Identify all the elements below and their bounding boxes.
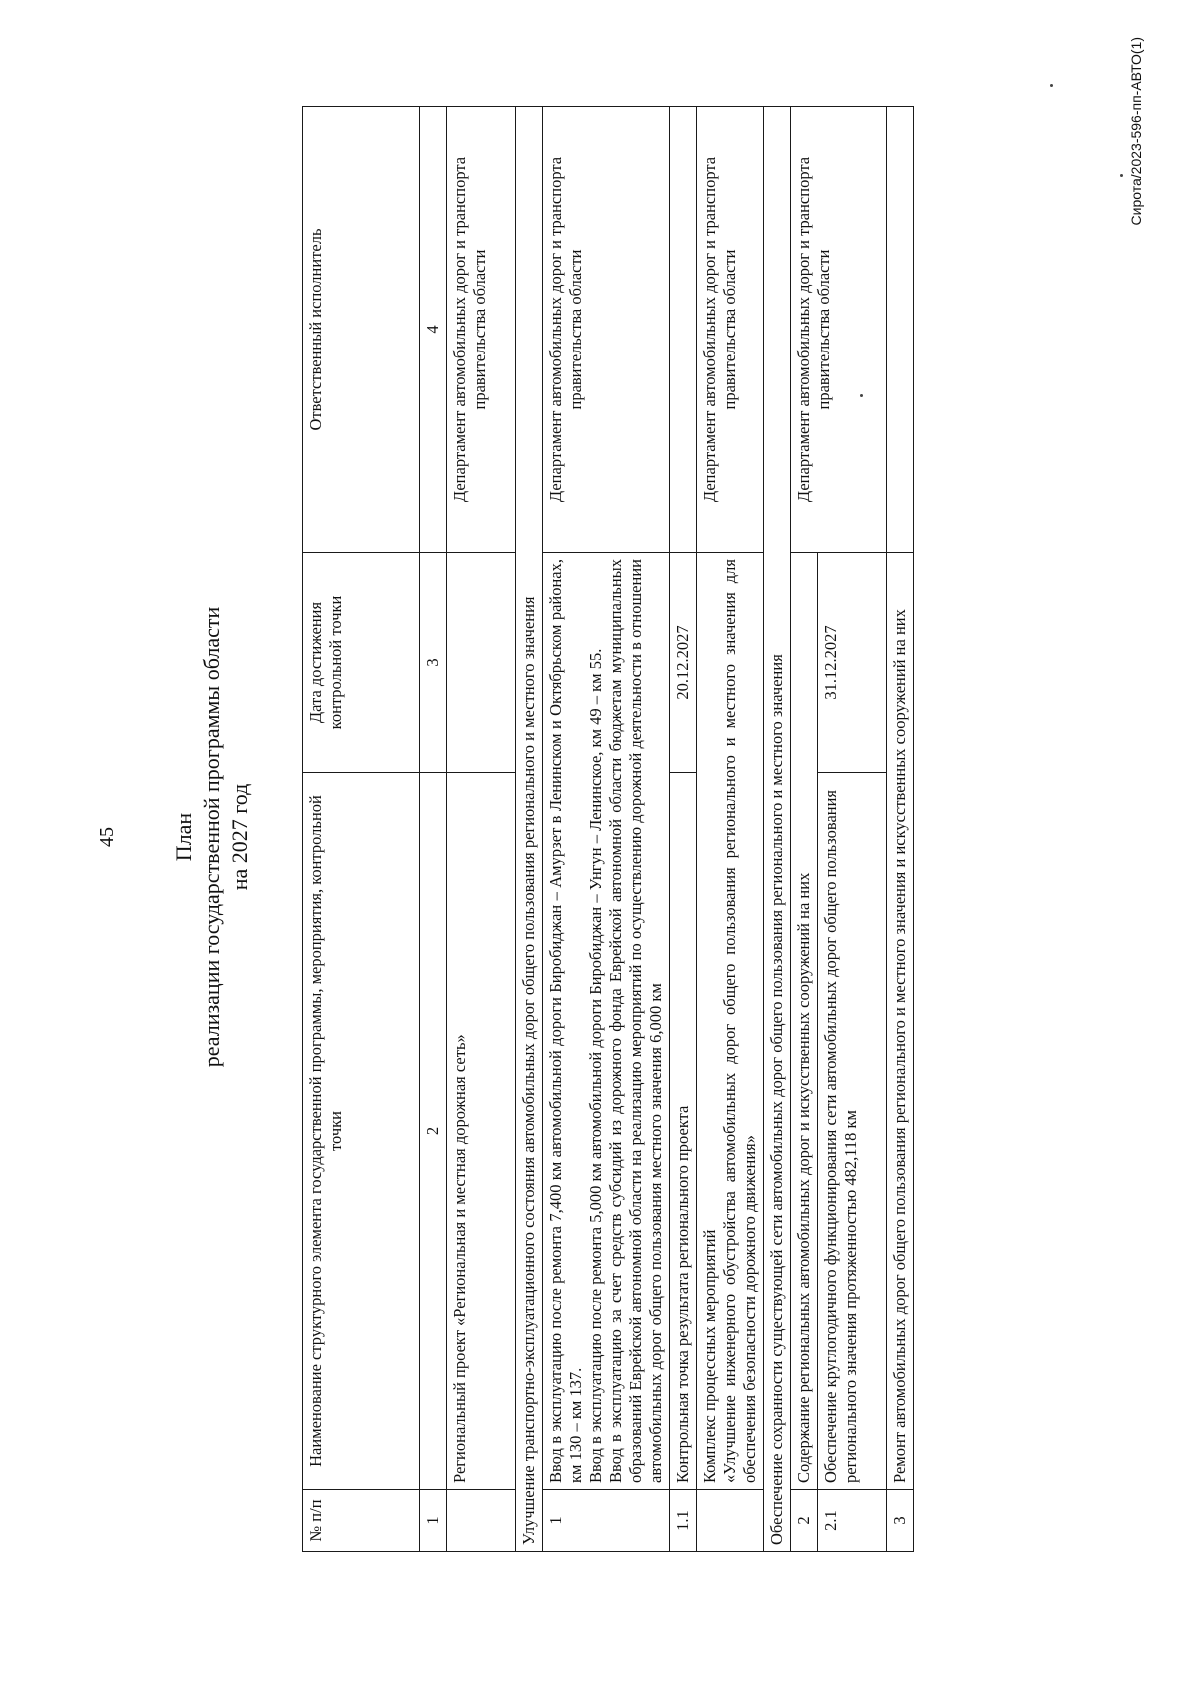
- task-1-text: Улучшение транспортно-эксплуатационного состояния автомобильных дорог общего пользования регионального и местного значения: [516, 107, 543, 1552]
- column-number: 1: [420, 1490, 447, 1552]
- table-row: [543, 107, 670, 1552]
- row-executor: [670, 107, 697, 553]
- document-code: Сирота/2023-596-пп-АВТО(1): [1128, 37, 1144, 226]
- table-row: [697, 107, 764, 1552]
- item-2-1-date: 31.12.2027: [818, 553, 887, 773]
- item-1-text-a: Ввод в эксплуатацию после ремонта 7,400 км автомобильной дороги Биробиджан – Амурзет в Ленинском и Октябрьском районах, км 130 – км 137.: [546, 559, 585, 1483]
- complex-executor: Департамент автомобильных дорог и транспорта правительства области: [697, 107, 764, 553]
- scan-speck: [1050, 84, 1053, 87]
- row-number: 3: [887, 1490, 914, 1552]
- row-number: 2.1: [818, 1490, 887, 1552]
- scan-speck: [1120, 174, 1123, 177]
- column-number: 2: [420, 773, 447, 1490]
- item-2-executor: Департамент автомобильных дорог и транспорта правительства области: [791, 107, 887, 553]
- complex-text: [697, 553, 764, 1490]
- table-row: [791, 107, 818, 1552]
- title-line-3: на 2027 год: [227, 783, 252, 891]
- item-2-1-text: Обеспечение круглогодичного функционирования сети автомобильных дорог общего пользования регионального значения протяженностью 482,118 км: [818, 773, 887, 1490]
- row-number: 2: [791, 1490, 818, 1552]
- row-number: 1: [543, 1490, 670, 1552]
- complex-text-a: Комплекс процессных мероприятий: [700, 1229, 719, 1483]
- header-number: № п/п: [303, 1490, 420, 1552]
- table-header-row: [303, 107, 420, 1552]
- header-name: Наименование структурного элемента государственной программы, мероприятия, контрольной точки: [303, 773, 420, 1490]
- header-executor: Ответственный исполнитель: [303, 107, 420, 553]
- column-number: 4: [420, 107, 447, 553]
- column-number: 3: [420, 553, 447, 773]
- row-number: 1.1: [670, 1490, 697, 1552]
- item-1-text-b: Ввод в эксплуатацию после ремонта 5,000 км автомобильной дороги Биробиджан – Унгун – Ленинское, км 49 – км 55.: [586, 648, 605, 1483]
- task-2-text: Обеспечение сохранности существующей сети автомобильных дорог общего пользования регионального и местного значения: [764, 107, 791, 1552]
- row-executor: [887, 107, 914, 553]
- title-line-1: План: [171, 812, 196, 862]
- plan-table: [302, 106, 914, 1552]
- column-numbers-row: [420, 107, 447, 1552]
- page-number: 45: [96, 827, 118, 847]
- table-row: [764, 107, 791, 1552]
- complex-text-b: «Улучшение инженерного обустройства автомобильных дорог общего пользования регионального и местного значения для обеспечения безопасности дорожного движения»: [720, 559, 759, 1483]
- row-number: [447, 1490, 516, 1552]
- regional-project-executor: Департамент автомобильных дорог и транспорта правительства области: [447, 107, 516, 553]
- table-row: [447, 107, 516, 1552]
- header-date: Дата достижения контрольной точки: [303, 553, 420, 773]
- item-1-1-date: 20.12.2027: [670, 553, 697, 773]
- item-3-text: Ремонт автомобильных дорог общего пользования регионального и местного значения и искусственных сооружений на них: [887, 553, 914, 1490]
- item-1-executor: Департамент автомобильных дорог и транспорта правительства области: [543, 107, 670, 553]
- item-2-text: Содержание региональных автомобильных дорог и искусственных сооружений на них: [791, 553, 818, 1490]
- row-date: [447, 553, 516, 773]
- table-row: [516, 107, 543, 1552]
- title-line-2: реализации государственной программы области: [199, 606, 224, 1068]
- regional-project-name: Региональный проект «Региональная и местная дорожная сеть»: [447, 773, 516, 1490]
- item-1-1-text: Контрольная точка результата регионального проекта: [670, 773, 697, 1490]
- table-row: [887, 107, 914, 1552]
- document-title: [170, 537, 254, 1137]
- item-1-text-c: Ввод в эксплуатацию за счет средств субсидий из дорожного фонда Еврейской автономной области бюджетам муниципальных образований Еврейской автономной области на реализацию мероприятий по осуществлению дорожной деятельности в отношении автомобильных дорог общего пользования местного значения 6,000 км: [606, 559, 665, 1483]
- row-number: [697, 1490, 764, 1552]
- item-1-text: [543, 553, 670, 1490]
- table-row: [670, 107, 697, 1552]
